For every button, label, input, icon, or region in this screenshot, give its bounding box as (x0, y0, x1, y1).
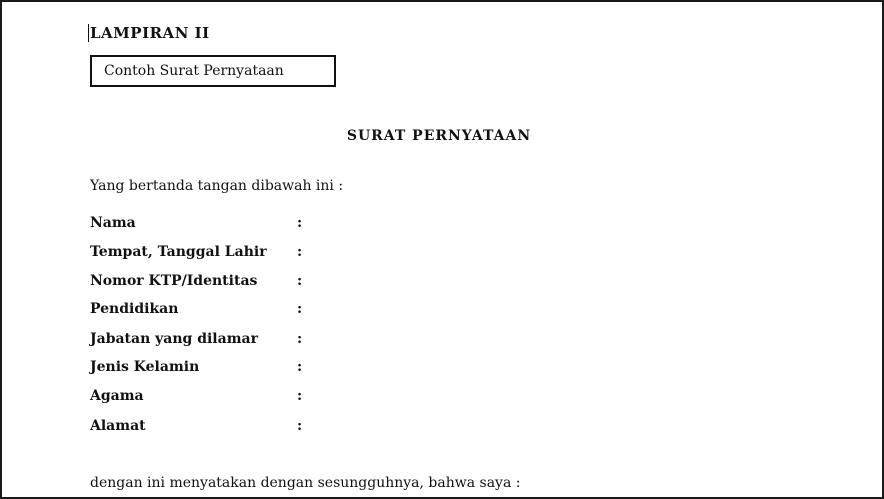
field-colon: : (297, 418, 303, 434)
field-label: Pendidikan (90, 301, 179, 317)
field-row-id (90, 273, 307, 293)
field-row-position (90, 331, 307, 351)
example-box-text: Contoh Surat Pernyataan (104, 63, 284, 79)
field-colon: : (297, 388, 303, 404)
field-row-gender (90, 359, 307, 379)
field-row-religion (90, 388, 307, 408)
field-label: Alamat (90, 418, 146, 434)
field-colon: : (297, 273, 303, 289)
text-cursor (88, 24, 89, 42)
field-label: Jabatan yang dilamar (90, 331, 258, 347)
closing-statement: dengan ini menyatakan dengan sesungguhnya, bahwa saya : (90, 475, 521, 491)
field-colon: : (297, 301, 303, 317)
field-colon: : (297, 331, 303, 347)
example-box (90, 55, 336, 87)
attachment-label: LAMPIRAN II (90, 24, 210, 42)
document-title: SURAT PERNYATAAN (346, 128, 532, 144)
field-row-birth (90, 244, 307, 264)
field-label: Tempat, Tanggal Lahir (90, 244, 267, 260)
field-row-education (90, 301, 307, 321)
field-row-address (90, 418, 307, 438)
field-label: Nama (90, 215, 136, 231)
field-label: Nomor KTP/Identitas (90, 273, 258, 289)
field-label: Agama (90, 388, 144, 404)
field-row-name (90, 215, 307, 235)
field-colon: : (297, 359, 303, 375)
field-colon: : (297, 244, 303, 260)
field-label: Jenis Kelamin (90, 359, 200, 375)
field-colon: : (297, 215, 303, 231)
intro-text: Yang bertanda tangan dibawah ini : (90, 178, 344, 194)
